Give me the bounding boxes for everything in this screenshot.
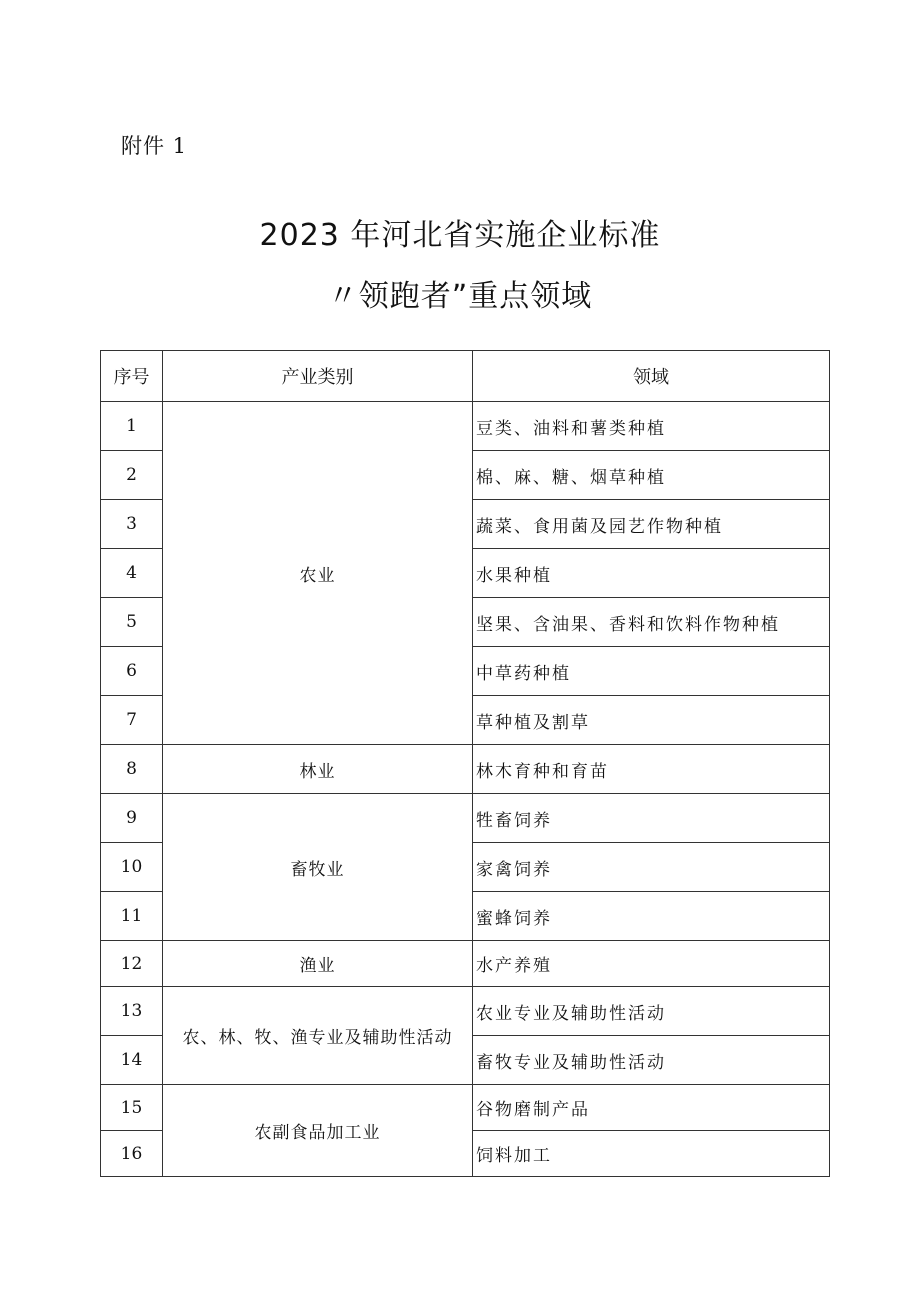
row-number: 15 (101, 1085, 163, 1131)
attachment-label: 附件 1 (121, 134, 188, 158)
row-number: 10 (101, 843, 163, 892)
domain-cell: 中草药种植 (473, 647, 830, 696)
column-header-category: 产业类别 (163, 351, 473, 402)
category-cell: 畜牧业 (163, 794, 473, 941)
row-number: 6 (101, 647, 163, 696)
row-number: 12 (101, 941, 163, 987)
domain-cell: 蔬菜、食用菌及园艺作物种植 (473, 500, 830, 549)
page-title-line-1: 2023 年河北省实施企业标准 (259, 218, 661, 253)
category-cell: 农、林、牧、渔专业及辅助性活动 (163, 987, 473, 1085)
table-row (101, 745, 830, 794)
category-cell: 渔业 (163, 941, 473, 987)
domain-cell: 畜牧专业及辅助性活动 (473, 1036, 830, 1085)
category-cell: 林业 (163, 745, 473, 794)
domain-cell: 林木育种和育苗 (473, 745, 830, 794)
domain-cell: 谷物磨制产品 (473, 1085, 830, 1131)
table-row (101, 1085, 830, 1131)
row-number: 5 (101, 598, 163, 647)
key-fields-table (100, 350, 830, 1177)
category-cell: 农副食品加工业 (163, 1085, 473, 1177)
domain-cell: 豆类、油料和薯类种植 (473, 402, 830, 451)
domain-cell: 蜜蜂饲养 (473, 892, 830, 941)
table-row (101, 794, 830, 843)
domain-cell: 饲料加工 (473, 1131, 830, 1177)
page-title-line-2: 〃领跑者”重点领域 (327, 279, 593, 314)
row-number: 2 (101, 451, 163, 500)
domain-cell: 草种植及割草 (473, 696, 830, 745)
domain-cell: 坚果、含油果、香料和饮料作物种植 (473, 598, 830, 647)
domain-cell: 农业专业及辅助性活动 (473, 987, 830, 1036)
row-number: 9 (101, 794, 163, 843)
row-number: 3 (101, 500, 163, 549)
column-header-domain: 领域 (473, 351, 830, 402)
row-number: 4 (101, 549, 163, 598)
table-row (101, 987, 830, 1036)
row-number: 8 (101, 745, 163, 794)
table-header-row (101, 351, 830, 402)
row-number: 7 (101, 696, 163, 745)
table-row (101, 941, 830, 987)
domain-cell: 水产养殖 (473, 941, 830, 987)
column-header-number: 序号 (101, 351, 163, 402)
row-number: 13 (101, 987, 163, 1036)
row-number: 1 (101, 402, 163, 451)
domain-cell: 棉、麻、糖、烟草种植 (473, 451, 830, 500)
domain-cell: 水果种植 (473, 549, 830, 598)
domain-cell: 家禽饲养 (473, 843, 830, 892)
row-number: 11 (101, 892, 163, 941)
category-cell: 农业 (163, 402, 473, 745)
table-row (101, 402, 830, 451)
domain-cell: 牲畜饲养 (473, 794, 830, 843)
row-number: 14 (101, 1036, 163, 1085)
row-number: 16 (101, 1131, 163, 1177)
